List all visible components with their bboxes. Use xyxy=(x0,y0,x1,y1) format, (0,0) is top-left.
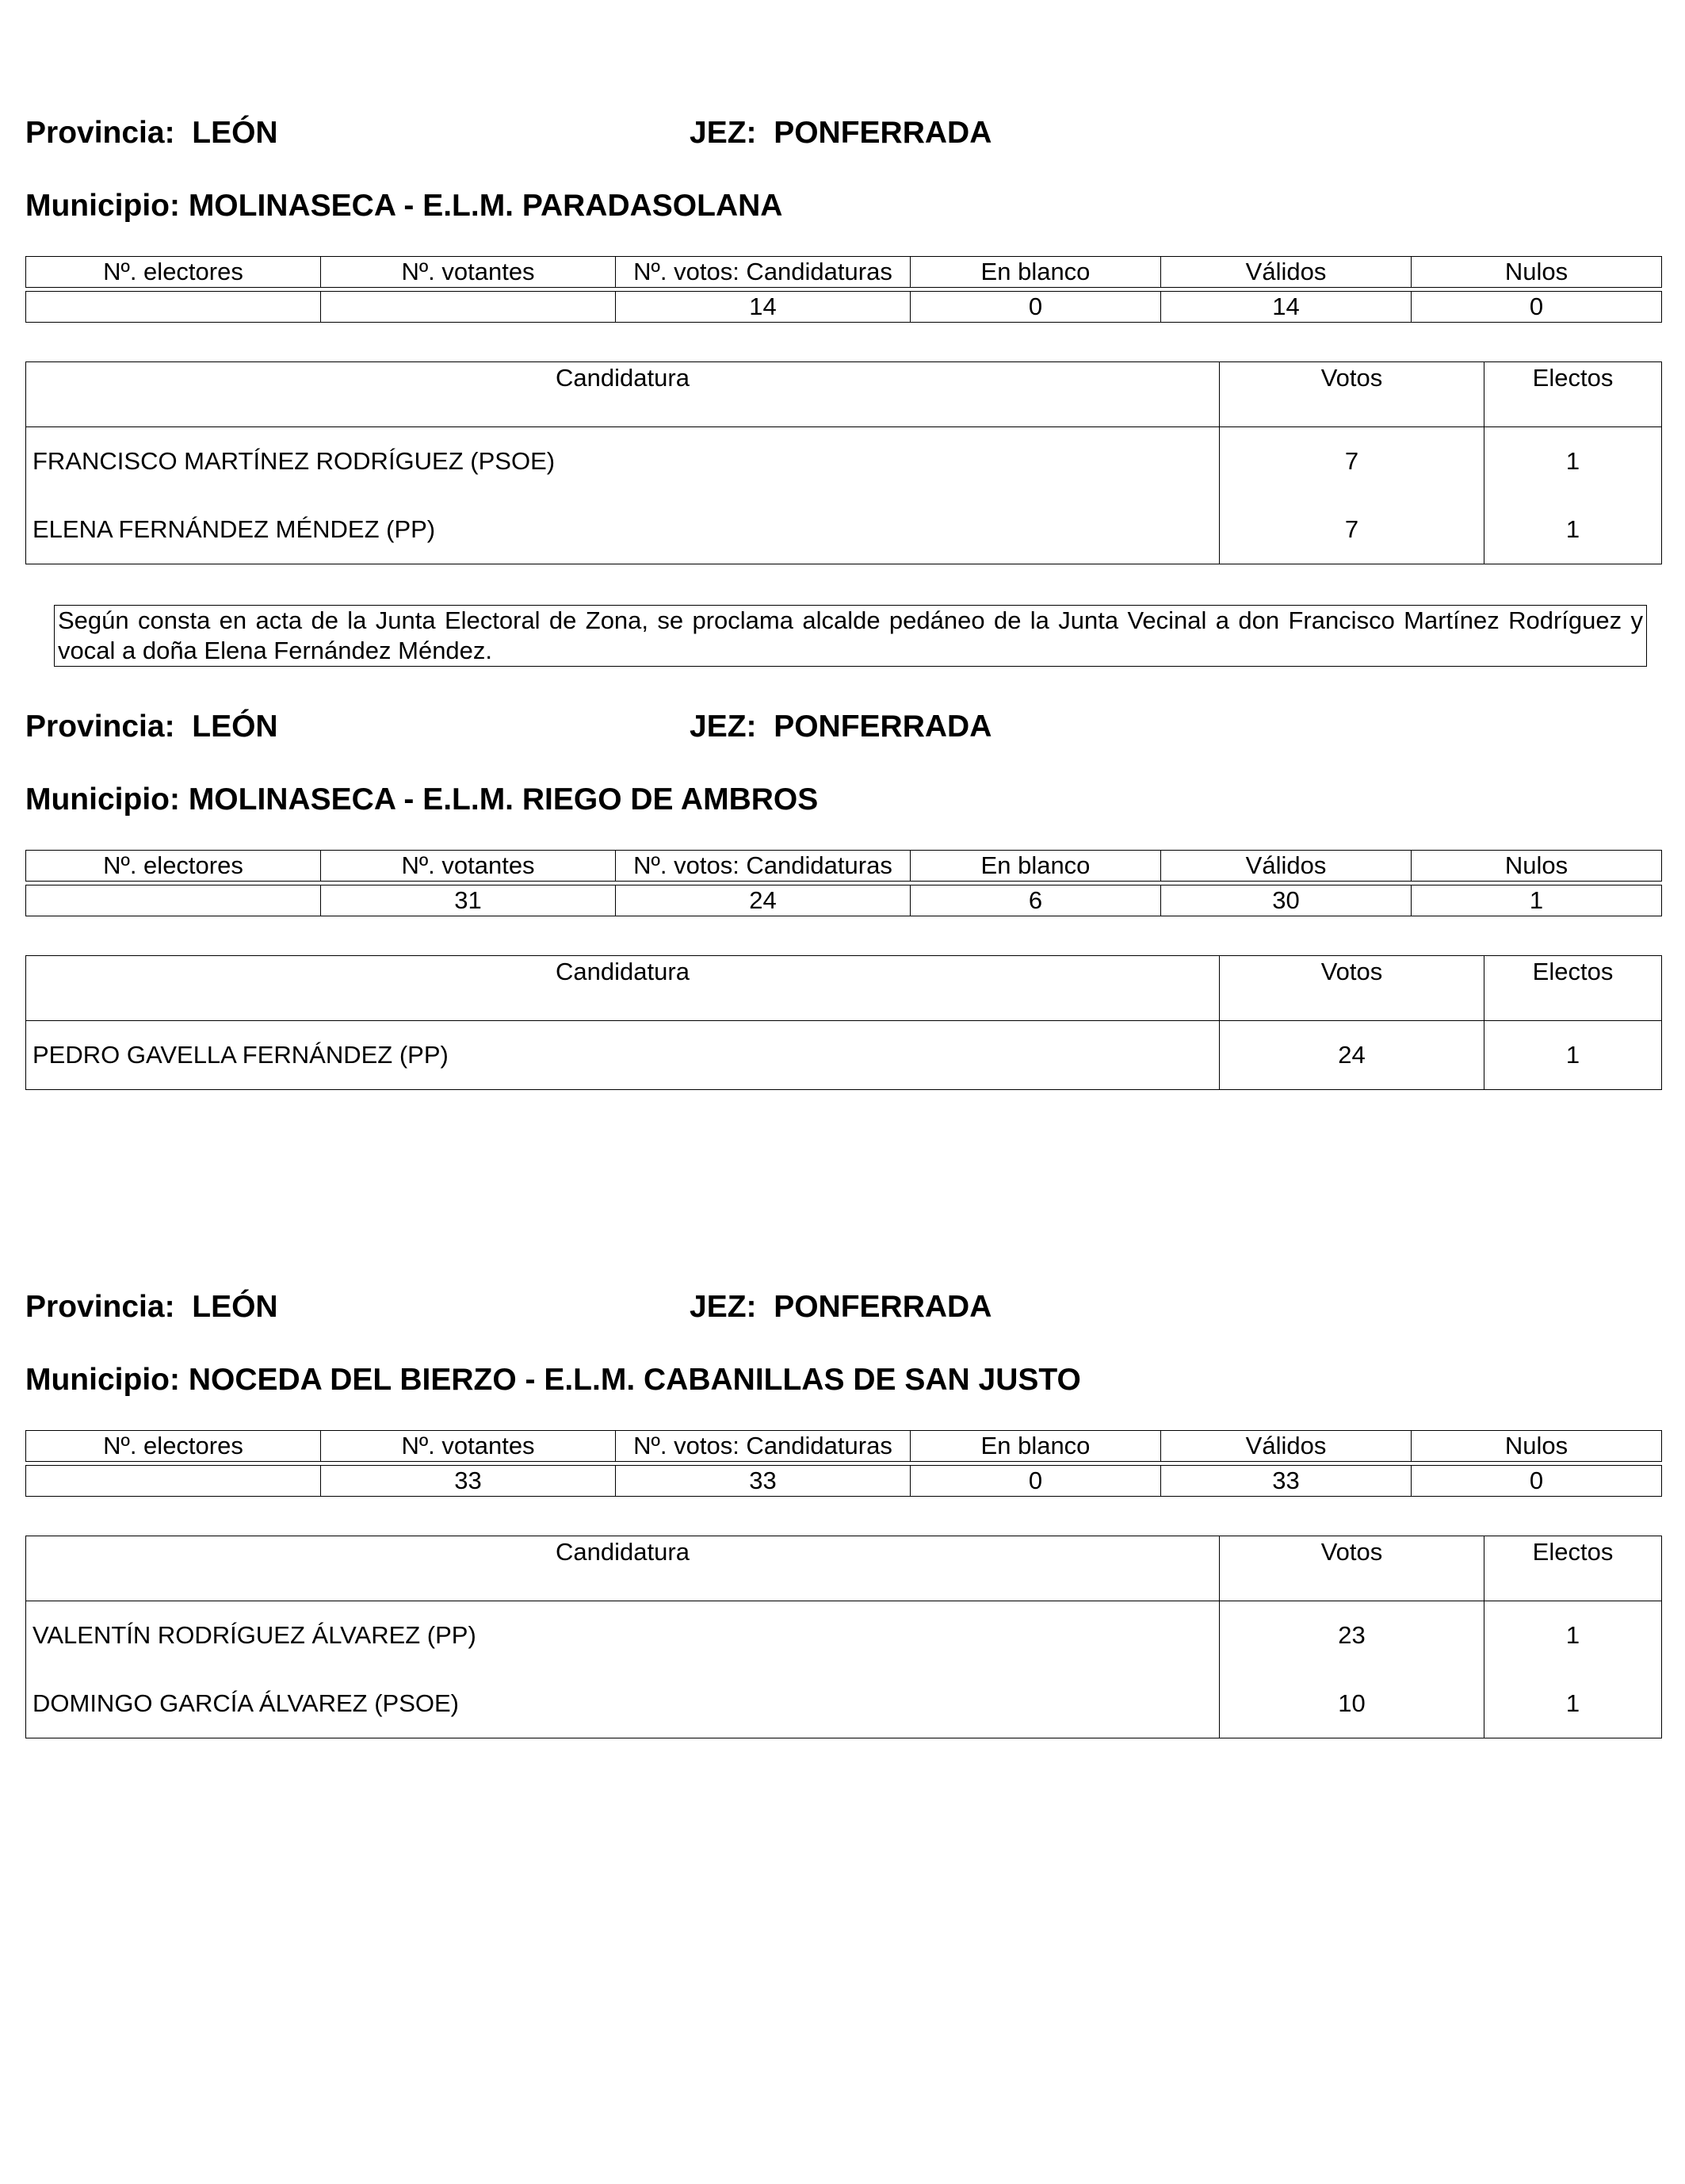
header-electos: Electos xyxy=(1484,1536,1662,1601)
candidates-header-row xyxy=(26,956,1662,1021)
candidate-votos: 24 xyxy=(1220,1021,1484,1090)
stats-candidaturas: 33 xyxy=(616,1466,911,1497)
candidates-table xyxy=(25,361,1662,564)
provincia-value: LEÓN xyxy=(192,1290,278,1324)
stats-header-validos: Válidos xyxy=(1161,1431,1412,1462)
candidate-electos: 1 xyxy=(1484,1021,1662,1090)
stats-header-validos: Válidos xyxy=(1161,851,1412,882)
header-votos: Votos xyxy=(1220,362,1484,427)
stats-validos: 33 xyxy=(1161,1466,1412,1497)
section-riego-de-ambros xyxy=(25,710,1661,1069)
municipio-value: MOLINASECA - E.L.M. PARADASOLANA xyxy=(188,189,783,223)
stats-table xyxy=(25,256,1662,323)
candidate-name: DOMINGO GARCÍA ÁLVAREZ (PSOE) xyxy=(26,1670,1220,1738)
candidates-table xyxy=(25,1536,1662,1738)
provincia-field: Provincia: LEÓN xyxy=(25,116,278,150)
header-votos: Votos xyxy=(1220,1536,1484,1601)
stats-header-electores: Nº. electores xyxy=(26,1431,321,1462)
stats-table xyxy=(25,850,1662,916)
candidates-header-row xyxy=(26,362,1662,427)
candidate-votos: 7 xyxy=(1220,495,1484,564)
candidate-name: PEDRO GAVELLA FERNÁNDEZ (PP) xyxy=(26,1021,1220,1090)
stats-header-blanco: En blanco xyxy=(911,851,1161,882)
candidate-name: FRANCISCO MARTÍNEZ RODRÍGUEZ (PSOE) xyxy=(26,427,1220,496)
municipio-value: NOCEDA DEL BIERZO - E.L.M. CABANILLAS DE SAN JUSTO xyxy=(188,1363,1081,1397)
provincia-field: Provincia: LEÓN xyxy=(25,1290,278,1324)
municipio-title: Municipio: MOLINASECA - E.L.M. PARADASOLANA xyxy=(25,189,783,223)
stats-votantes: 33 xyxy=(321,1466,616,1497)
stats-header-electores: Nº. electores xyxy=(26,851,321,882)
stats-header-row xyxy=(26,257,1662,288)
candidate-row xyxy=(26,427,1662,496)
candidate-votos: 10 xyxy=(1220,1670,1484,1738)
header-line xyxy=(25,710,1661,749)
stats-nulos: 1 xyxy=(1412,885,1662,916)
header-electos: Electos xyxy=(1484,362,1662,427)
stats-header-candidaturas: Nº. votos: Candidaturas xyxy=(616,1431,911,1462)
section-cabanillas-de-san-justo xyxy=(25,1290,1661,1717)
header-line xyxy=(25,1290,1661,1329)
stats-table xyxy=(25,1430,1662,1497)
stats-nulos: 0 xyxy=(1412,292,1662,323)
stats-blanco: 0 xyxy=(911,1466,1161,1497)
stats-nulos: 0 xyxy=(1412,1466,1662,1497)
stats-electores xyxy=(26,885,321,916)
stats-header-candidaturas: Nº. votos: Candidaturas xyxy=(616,851,911,882)
section-paradasolana xyxy=(25,116,1661,664)
candidate-name: VALENTÍN RODRÍGUEZ ÁLVAREZ (PP) xyxy=(26,1601,1220,1670)
stats-validos: 30 xyxy=(1161,885,1412,916)
stats-validos: 14 xyxy=(1161,292,1412,323)
stats-header-blanco: En blanco xyxy=(911,257,1161,288)
candidate-row xyxy=(26,1601,1662,1670)
provincia-value: LEÓN xyxy=(192,710,278,744)
jez-field: JEZ: PONFERRADA xyxy=(690,1290,992,1324)
header-votos: Votos xyxy=(1220,956,1484,1021)
candidate-row xyxy=(26,1021,1662,1090)
stats-header-nulos: Nulos xyxy=(1412,1431,1662,1462)
stats-header-votantes: Nº. votantes xyxy=(321,851,616,882)
candidate-electos: 1 xyxy=(1484,427,1662,496)
stats-electores xyxy=(26,292,321,323)
stats-electores xyxy=(26,1466,321,1497)
jez-value: PONFERRADA xyxy=(774,1290,992,1324)
stats-votantes xyxy=(321,292,616,323)
candidate-votos: 23 xyxy=(1220,1601,1484,1670)
header-candidatura: Candidatura xyxy=(26,1536,1220,1601)
stats-header-nulos: Nulos xyxy=(1412,851,1662,882)
stats-blanco: 6 xyxy=(911,885,1161,916)
stats-header-row xyxy=(26,1431,1662,1462)
header-line xyxy=(25,116,1661,155)
header-candidatura: Candidatura xyxy=(26,362,1220,427)
candidate-electos: 1 xyxy=(1484,1601,1662,1670)
candidate-row xyxy=(26,1670,1662,1738)
stats-blanco: 0 xyxy=(911,292,1161,323)
candidate-row xyxy=(26,495,1662,564)
stats-header-candidaturas: Nº. votos: Candidaturas xyxy=(616,257,911,288)
provincia-value: LEÓN xyxy=(192,116,278,150)
provincia-field: Provincia: LEÓN xyxy=(25,710,278,744)
stats-header-votantes: Nº. votantes xyxy=(321,257,616,288)
stats-candidaturas: 14 xyxy=(616,292,911,323)
candidate-name: ELENA FERNÁNDEZ MÉNDEZ (PP) xyxy=(26,495,1220,564)
candidate-votos: 7 xyxy=(1220,427,1484,496)
stats-candidaturas: 24 xyxy=(616,885,911,916)
proclamation-note: Según consta en acta de la Junta Electoral de Zona, se proclama alcalde pedáneo de la Junta Vecinal a don Francisco Martínez Rodríguez y vocal a doña Elena Fernández Méndez. xyxy=(54,605,1647,667)
stats-value-row xyxy=(26,292,1662,323)
header-candidatura: Candidatura xyxy=(26,956,1220,1021)
jez-field: JEZ: PONFERRADA xyxy=(690,710,992,744)
municipio-title: Municipio: MOLINASECA - E.L.M. RIEGO DE AMBROS xyxy=(25,782,819,817)
stats-value-row xyxy=(26,885,1662,916)
stats-votantes: 31 xyxy=(321,885,616,916)
stats-value-row xyxy=(26,1466,1662,1497)
candidates-table xyxy=(25,955,1662,1090)
stats-header-blanco: En blanco xyxy=(911,1431,1161,1462)
stats-header-row xyxy=(26,851,1662,882)
stats-header-validos: Válidos xyxy=(1161,257,1412,288)
municipio-title: Municipio: NOCEDA DEL BIERZO - E.L.M. CABANILLAS DE SAN JUSTO xyxy=(25,1363,1081,1397)
jez-field: JEZ: PONFERRADA xyxy=(690,116,992,150)
header-electos: Electos xyxy=(1484,956,1662,1021)
candidates-header-row xyxy=(26,1536,1662,1601)
jez-value: PONFERRADA xyxy=(774,710,992,744)
candidate-electos: 1 xyxy=(1484,1670,1662,1738)
jez-value: PONFERRADA xyxy=(774,116,992,150)
municipio-value: MOLINASECA - E.L.M. RIEGO DE AMBROS xyxy=(188,782,819,817)
candidate-electos: 1 xyxy=(1484,495,1662,564)
stats-header-electores: Nº. electores xyxy=(26,257,321,288)
stats-header-votantes: Nº. votantes xyxy=(321,1431,616,1462)
stats-header-nulos: Nulos xyxy=(1412,257,1662,288)
